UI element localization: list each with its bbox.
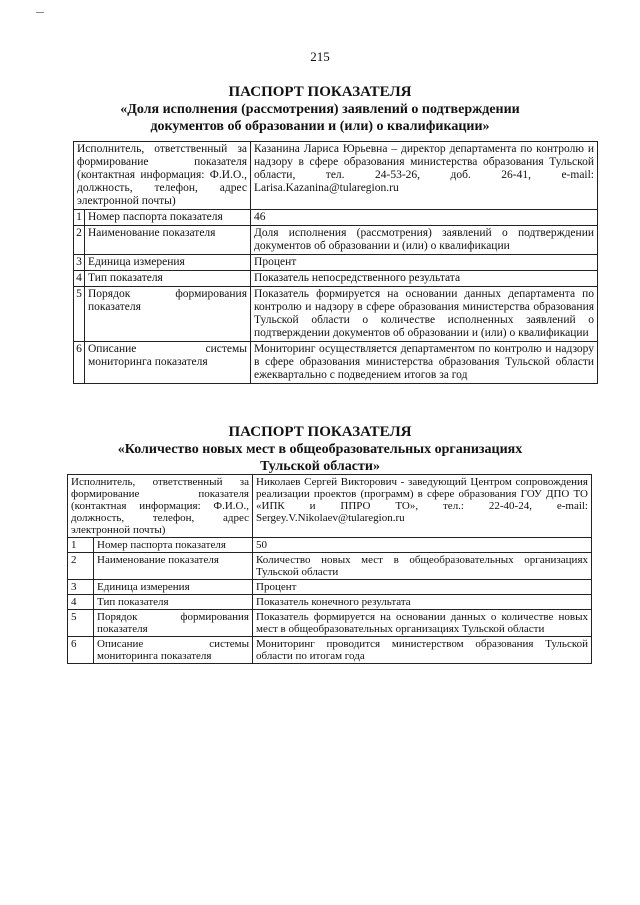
row-number: 6 xyxy=(74,342,85,384)
row-number: 4 xyxy=(74,271,85,287)
passport-1-heading: ПАСПОРТ ПОКАЗАТЕЛЯ xyxy=(228,84,412,100)
row-number: 5 xyxy=(74,287,85,342)
row-label: Наименование показателя xyxy=(94,553,253,580)
row-label: Описание системы мониторинга показателя xyxy=(94,637,253,664)
responsible-value: Николаев Сергей Викторович - заведующий Центром сопровождения реализации проектов (программ) в сфере образования ГОУ ДПО ТО «ИПК и ППРО ТО», тел.: 22-40-24, e-mail: Sergey.V.Nikolaev@tularegion.ru xyxy=(253,475,592,538)
passport-1-subtitle-line-1: «Доля исполнения (рассмотрения) заявлений о подтверждении xyxy=(120,102,520,117)
table-row xyxy=(68,637,592,664)
table-row xyxy=(74,255,598,271)
table-row xyxy=(74,287,598,342)
table-row xyxy=(68,553,592,580)
passport-2-subtitle-line-2: Тульской области» xyxy=(260,459,380,474)
passport-1-title xyxy=(40,84,600,135)
row-label: Тип показателя xyxy=(85,271,251,287)
row-value: Процент xyxy=(251,255,598,271)
row-number: 2 xyxy=(74,226,85,255)
row-number: 1 xyxy=(68,538,94,553)
row-value: Мониторинг проводится министерством образования Тульской области по итогам года xyxy=(253,637,592,664)
responsible-label: Исполнитель, ответственный за формирование показателя (контактная информация: Ф.И.О., должность, телефон, адрес электронной почты) xyxy=(68,475,253,538)
responsible-value: Казанина Лариса Юрьевна – директор департамента по контролю и надзору в сфере образования министерства образования Тульской области, тел. 24-53-26, доб. 26-41, e-mail: Larisa.Kazanina@tularegion.ru xyxy=(251,142,598,210)
row-label: Описание системы мониторинга показателя xyxy=(85,342,251,384)
row-label: Наименование показателя xyxy=(85,226,251,255)
passport-2-table xyxy=(67,474,592,664)
row-number: 2 xyxy=(68,553,94,580)
row-value: Количество новых мест в общеобразовательных организациях Тульской области xyxy=(253,553,592,580)
row-label: Номер паспорта показателя xyxy=(85,210,251,226)
row-value: Доля исполнения (рассмотрения) заявлений о подтверждении документов об образовании и (или) о квалификации xyxy=(251,226,598,255)
row-number: 6 xyxy=(68,637,94,664)
responsible-label: Исполнитель, ответственный за формирование показателя (контактная информация: Ф.И.О., должность, телефон, адрес электронной почты) xyxy=(74,142,251,210)
row-number: 3 xyxy=(74,255,85,271)
row-number: 4 xyxy=(68,595,94,610)
passport-1-table xyxy=(73,141,598,384)
table-row xyxy=(74,271,598,287)
row-label: Тип показателя xyxy=(94,595,253,610)
table-row xyxy=(68,580,592,595)
table-row xyxy=(68,595,592,610)
row-value: 50 xyxy=(253,538,592,553)
table-row xyxy=(74,142,598,210)
row-value: 46 xyxy=(251,210,598,226)
row-number: 5 xyxy=(68,610,94,637)
scan-mark xyxy=(36,12,44,13)
row-label: Единица измерения xyxy=(94,580,253,595)
table-row xyxy=(74,210,598,226)
table-row xyxy=(68,538,592,553)
row-label: Порядок формирования показателя xyxy=(94,610,253,637)
passport-2-heading: ПАСПОРТ ПОКАЗАТЕЛЯ xyxy=(228,424,412,440)
table-row xyxy=(74,342,598,384)
row-label: Номер паспорта показателя xyxy=(94,538,253,553)
table-row xyxy=(68,475,592,538)
row-value: Показатель конечного результата xyxy=(253,595,592,610)
row-value: Мониторинг осуществляется департаментом по контролю и надзору в сфере образования министерства образования Тульской области ежеквартально с подведением итогов за год xyxy=(251,342,598,384)
row-value: Показатель непосредственного результата xyxy=(251,271,598,287)
table-row xyxy=(68,610,592,637)
row-number: 1 xyxy=(74,210,85,226)
passport-2-subtitle-line-1: «Количество новых мест в общеобразовательных организациях xyxy=(117,442,523,457)
row-value: Процент xyxy=(253,580,592,595)
table-row xyxy=(74,226,598,255)
row-value: Показатель формируется на основании данных о количестве новых мест в общеобразовательных организациях Тульской области xyxy=(253,610,592,637)
row-label: Единица измерения xyxy=(85,255,251,271)
row-value: Показатель формируется на основании данных департамента по контролю и надзору в сфере образования министерства образования Тульской области о количестве исполненных заявлений о подтверждении документов об образовании и (или) о квалификации xyxy=(251,287,598,342)
row-label: Порядок формирования показателя xyxy=(85,287,251,342)
passport-1-subtitle-line-2: документов об образовании и (или) о квалификации» xyxy=(150,119,490,134)
passport-2-title xyxy=(40,424,600,475)
page-number: 215 xyxy=(310,49,330,64)
row-number: 3 xyxy=(68,580,94,595)
